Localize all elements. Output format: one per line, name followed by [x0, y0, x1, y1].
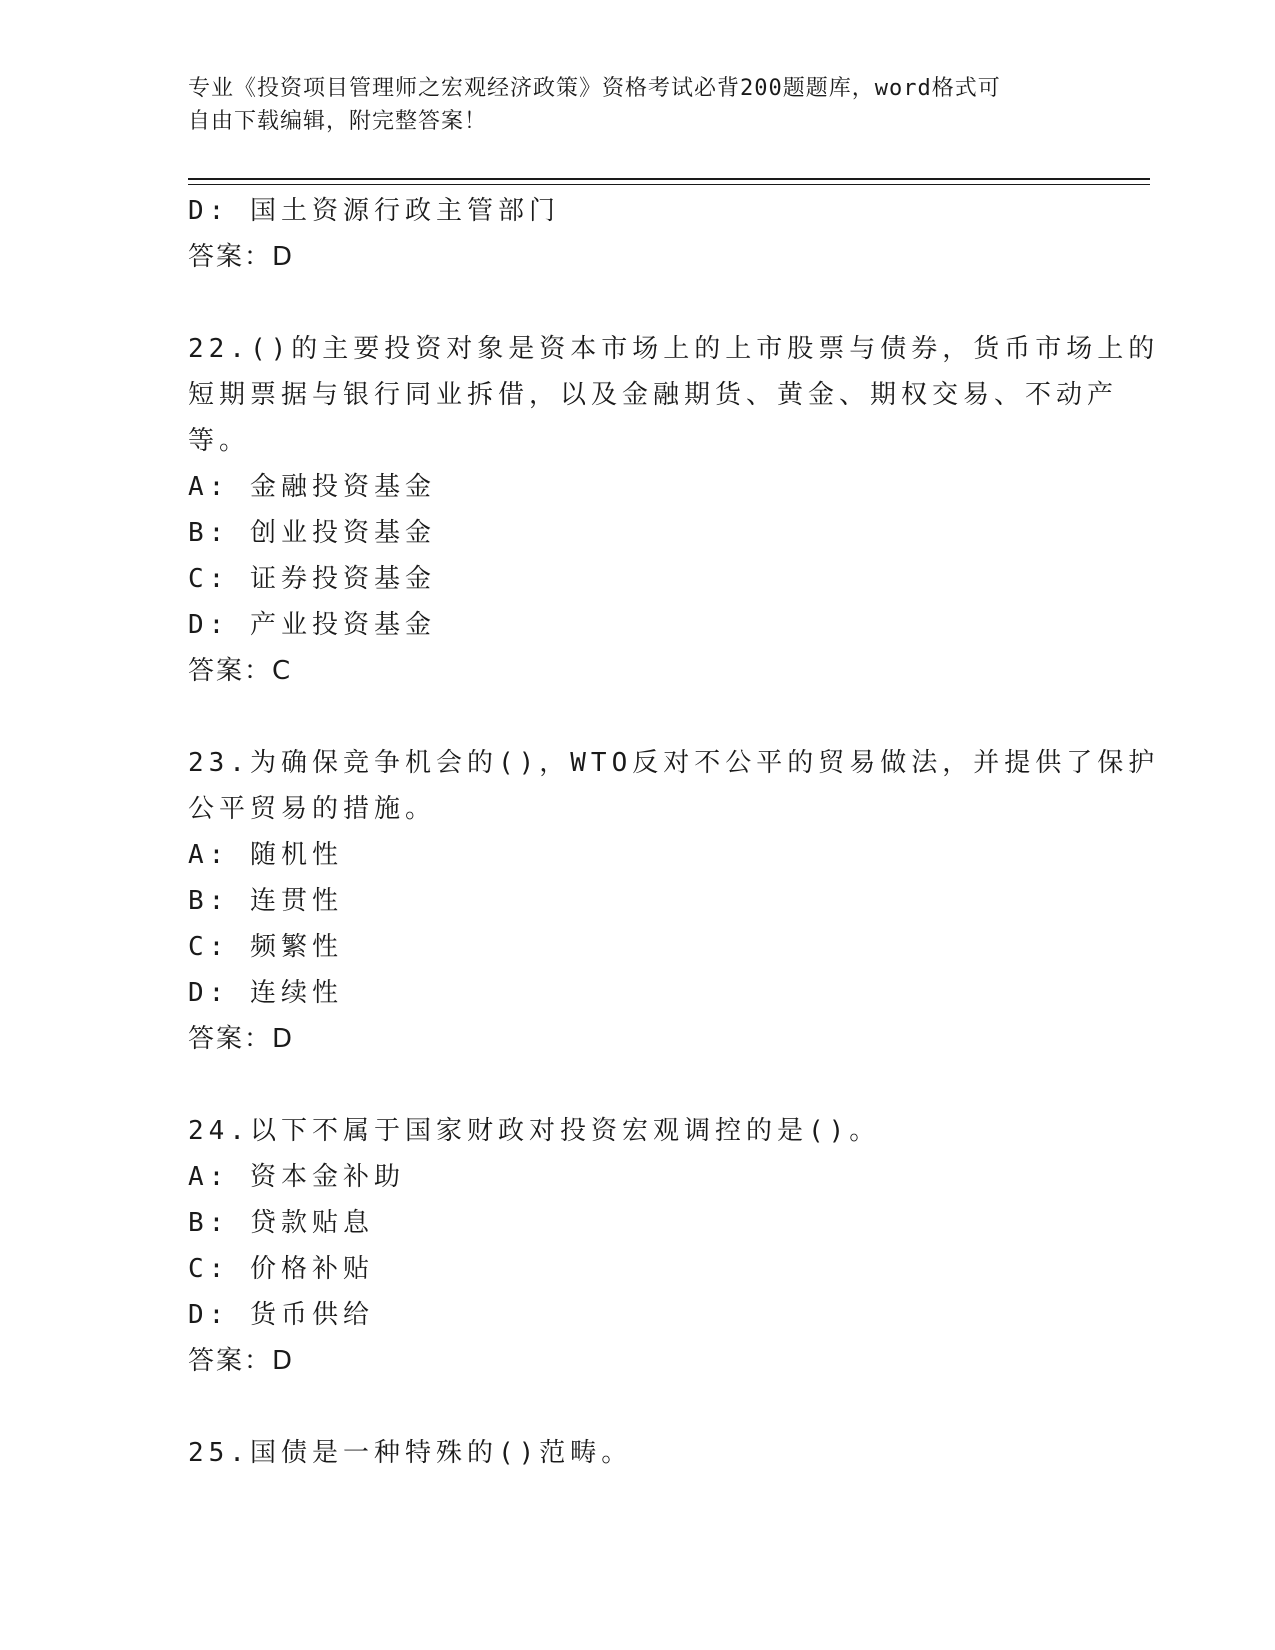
option-b: B: 连贯性: [188, 886, 343, 916]
option-d: D: 货币供给: [188, 1300, 374, 1330]
answer-line: 答案：D: [188, 1024, 295, 1054]
question-stem: 24.以下不属于国家财政对投资宏观调控的是()。: [188, 1116, 881, 1146]
header-line-1: 专业《投资项目管理师之宏观经济政策》资格考试必背200题题库，word格式可: [188, 76, 1001, 101]
spacer: [188, 694, 1088, 740]
option-d: D: 连续性: [188, 978, 343, 1008]
header-line-2: 自由下载编辑，附完整答案！: [188, 109, 488, 134]
question-stem: 25.国债是一种特殊的()范畴。: [188, 1438, 633, 1468]
option-d: D: 产业投资基金: [188, 610, 436, 640]
header-rule-thin: [188, 184, 1150, 185]
option-b: B: 创业投资基金: [188, 518, 436, 548]
question-23: [188, 740, 1160, 1062]
header-rule-thick: [188, 178, 1150, 180]
question-stem: 23.为确保竞争机会的()，WTO反对不公平的贸易做法，并提供了保护: [188, 748, 1160, 778]
question-stem: 等。: [188, 426, 251, 456]
option-c: C: 频繁性: [188, 932, 343, 962]
answer-line: 答案：D: [188, 1346, 295, 1376]
option-a: A: 随机性: [188, 840, 343, 870]
question-stem: 22.()的主要投资对象是资本市场上的上市股票与债券，货币市场上的: [188, 334, 1160, 364]
option-c: C: 价格补贴: [188, 1254, 374, 1284]
option-b: B: 贷款贴息: [188, 1208, 374, 1238]
question-stem: 公平贸易的措施。: [188, 794, 437, 824]
question-24: [188, 1108, 1088, 1384]
option-a: A: 金融投资基金: [188, 472, 436, 502]
question-content: [188, 188, 1160, 1476]
spacer: [188, 1384, 1088, 1430]
spacer: [188, 280, 1088, 326]
question-stem: 短期票据与银行同业拆借，以及金融期货、黄金、期权交易、不动产: [188, 380, 1119, 410]
answer-line: 答案：C: [188, 656, 293, 686]
answer-line: 答案：D: [188, 242, 295, 272]
question-25: [188, 1430, 1088, 1476]
spacer: [188, 1062, 1088, 1108]
document-header: [188, 72, 1068, 138]
question-22: [188, 326, 1160, 694]
option-c: C: 证券投资基金: [188, 564, 436, 594]
option-a: A: 资本金补助: [188, 1162, 405, 1192]
option-d: D: 国土资源行政主管部门: [188, 196, 560, 226]
